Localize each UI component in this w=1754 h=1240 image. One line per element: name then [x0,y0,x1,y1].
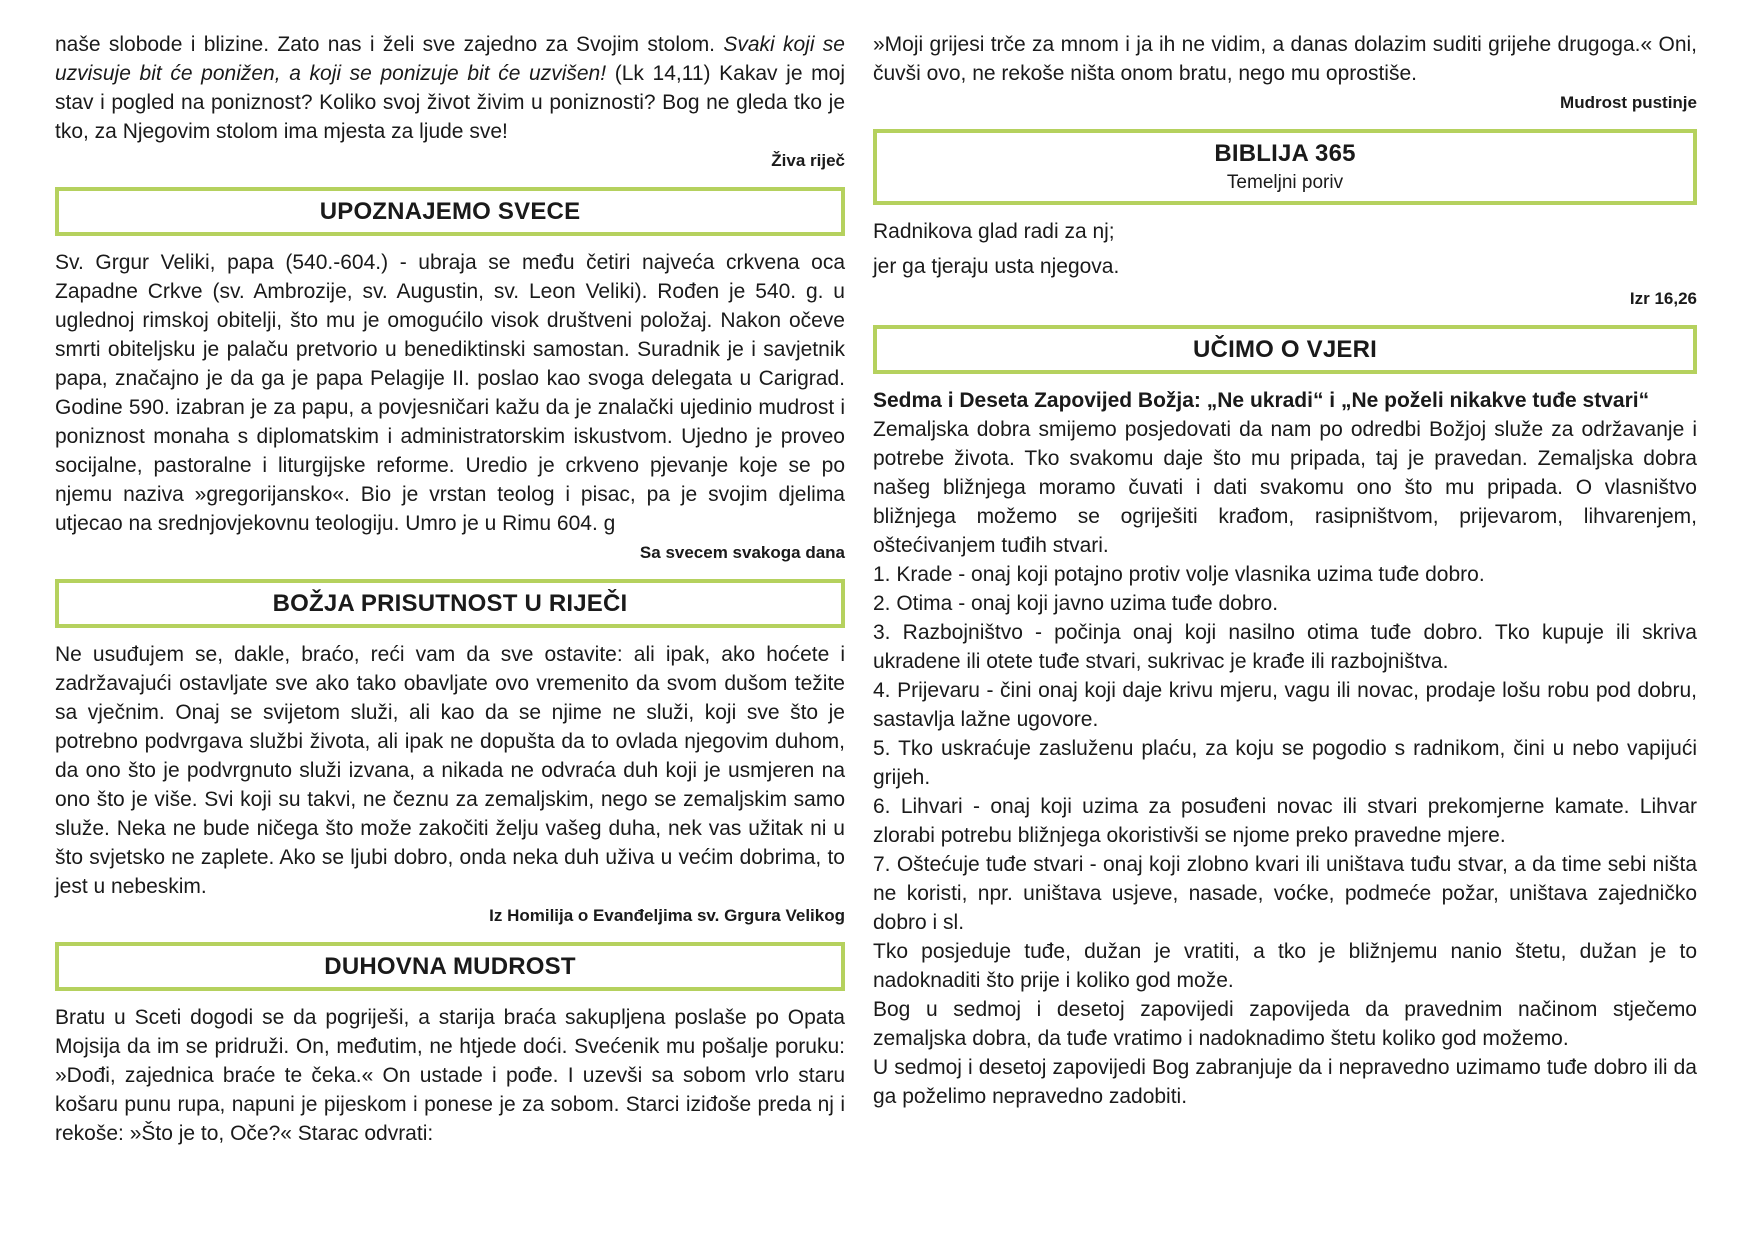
section-header-biblija-365 [873,129,1697,205]
catechesis-paragraph: Tko posjeduje tuđe, dužan je vratiti, a tko je bližnjemu nanio štetu, dužan je to nadoknaditi što prije i koliko god može. [873,940,1697,992]
section-body-duhovna-mudrost: Bratu u Sceti dogodi se da pogriješi, a starija braća sakupljena poslaše po Opata Mojsija da im se pridruži. On, međutim, ne htjede doći. Svećenik mu pošalje poruku: »Dođi, zajednica braće te čeka.« On ustade i pođe. I uzevši sa sobom vrlo staru košaru punu rupa, napuni je pijeskom i ponese je za sobom. Starci iziđoše preda nj i rekoše: »Što je to, Oče?« Starac odvrati: [55,1006,845,1145]
section-header-ucimo-o-vjeri [873,325,1697,374]
desert-wisdom-attribution: Mudrost pustinje [1560,93,1697,112]
verse-line: jer ga tjeraju usta njegova. [873,255,1120,278]
verse-attribution: Izr 16,26 [1629,289,1697,308]
intro-text-post: (Lk 14,11) Kakav je moj stav i pogled na poniznost? Koliko svoj život živim u poniznosti? Bog ne gleda tko je tko, za Njegovim stolom ima mjesta za ljude sve! [55,62,845,143]
catechesis-item-6: 6. Lihvari - onaj koji uzima za posuđeni novac ili stvari prekomjerne kamate. Lihvar zlorabi potrebu bližnjega okoristivši se njome preko pravedne mjere. [873,795,1697,847]
verse-line: Radnikova glad radi za nj; [873,220,1115,243]
right-column [873,30,1697,1220]
catechesis-item-7: 7. Oštećuje tuđe stvari - onaj koji zlobno kvari ili uništava tuđu stvar, a da time sebi ništa ne koristi, npr. uništava usjeve, nasade, voćke, podmeće požar, uništava zajedničko dobro i sl. [873,853,1697,934]
section-body-upoznajemo-svece: Sv. Grgur Veliki, papa (540.-604.) - ubraja se među četiri najveća crkvena oca Zapadne Crkve (sv. Ambrozije, sv. Augustin, sv. Leon Veliki). Rođen je 540. g. u uglednoj rimskoj obitelji, što mu je omogućilo visok društveni položaj. Nakon očeve smrti obiteljsku je palaču pretvorio u benediktinski samostan. Suradnik je i savjetnik papa, značajno je da ga je papa Pelagije II. poslao kao svoga delegata u Carigrad. Godine 590. izabran je za papu, a povjesničari kažu da je znalački ujedinio mudrost i poniznost monaha s diplomatskim i administratorskim iskustvom. Ujedno je proveo socijalne, pastoralne i liturgijske reforme. Uredio je crkveno pjevanje koje se po njemu naziva »gregorijansko«. Bio je vrstan teolog i pisac, pa je svojim djelima utjecao na srednjovjekovnu teologiju. Umro je u Rimu 604. g [55,251,845,535]
intro-text-pre: naše slobode i blizine. Zato nas i želi sve zajedno za Svojim stolom. [55,33,724,56]
section-title: BOŽJA PRISUTNOST U RIJEČI [272,590,628,617]
commandment-heading: Sedma i Deseta Zapovijed Božja: „Ne ukradi“ i „Ne poželi nikakve tuđe stvari“ [873,389,1650,412]
intro-paragraph [55,30,845,146]
catechesis-item-3: 3. Razbojništvo - počinja onaj koji nasilno otima tuđe dobro. Tko kupuje ili skriva ukradene ili otete tuđe stvari, sukrivac je krađe ili razbojništva. [873,621,1697,673]
intro-attribution: Živa riječ [771,151,845,170]
intro-text-italic-quote: Svaki koji se uzvisuje bit će ponižen, a koji se ponizuje bit će uzvišen! [55,33,845,85]
section-attribution: Iz Homilija o Evanđeljima sv. Grgura Velikog [489,906,845,925]
section-attribution: Sa svecem svakoga dana [639,543,845,562]
catechesis-item-5: 5. Tko uskraćuje zasluženu plaću, za koju se pogodio s radnikom, čini u nebo vapijući grijeh. [873,737,1697,789]
left-column [55,30,845,1220]
desert-wisdom-paragraph: »Moji grijesi trče za mnom i ja ih ne vidim, a danas dolazim suditi grijehe drugoga.« Oni, čuvši ovo, ne rekoše ništa onom bratu, nego mu oprostiše. [873,33,1697,85]
section-header-upoznajemo-svece [55,187,845,236]
catechesis-item-1: 1. Krade - onaj koji potajno protiv volje vlasnika uzima tuđe dobro. [873,563,1485,586]
section-header-duhovna-mudrost [55,942,845,991]
catechesis-paragraph: U sedmoj i desetoj zapovijedi Bog zabranjuje da i nepravedno uzimamo tuđe dobro ili da ga poželimo nepravedno zadobiti. [873,1056,1697,1108]
section-header-bozja-prisutnost [55,579,845,628]
section-title: UPOZNAJEMO SVECE [319,198,581,225]
section-body-bozja-prisutnost: Ne usuđujem se, dakle, braćo, reći vam da sve ostavite: ali ipak, ako hoćete i zadržavajući ostavljate sve ako tako obavljate ovo vremenito da svom dušom težite sa vječnim. Onaj se svijetom služi, ali kao da se njime ne služi, koji sve što je potrebno podvrgava službi života, ali ipak ne dopušta da to ovlada njegovim duhom, da ono što je podvrgnuto služi izvana, a nikada ne odvraća duh koji je usmjeren na ono što je više. Svi koji su takvi, ne čeznu za zemaljskim, nego se zemaljskim samo služe. Neka ne bude ničega što može zakočiti želju vašeg duha, nek vas užitak ni u što svjetsko ne zaplete. Ako se ljubi dobro, onda neka duh uživa u većim dobrima, to jest u nebeskim. [55,643,845,898]
section-subtitle: Temeljni poriv [1226,172,1344,193]
catechesis-paragraph: Zemaljska dobra smijemo posjedovati da nam po odredbi Božjoj služe za održavanje i potrebe života. Tko svakomu daje što mu pripada, taj je pravedan. Zemaljska dobra našeg bližnjega moramo čuvati i dati svakomu ono što mu pripada. O vlasništvo bližnjega možemo se ogriješiti krađom, rasipništvom, prijevarom, lihvarenjem, oštećivanjem tuđih stvari. [873,418,1697,557]
catechesis-item-2: 2. Otima - onaj koji javno uzima tuđe dobro. [873,592,1279,615]
catechesis-paragraph: Bog u sedmoj i desetoj zapovijedi zapovijeda da pravednim načinom stječemo zemaljska dobra, da tuđe vratimo i nadoknadimo štetu koliko god možemo. [873,998,1697,1050]
section-title: DUHOVNA MUDROST [324,953,576,980]
catechesis-item-4: 4. Prijevaru - čini onaj koji daje krivu mjeru, vagu ili novac, prodaje lošu robu pod dobru, sastavlja lažne ugovore. [873,679,1697,731]
section-title: UČIMO O VJERI [1193,336,1377,363]
section-title: BIBLIJA 365 [1214,140,1356,167]
